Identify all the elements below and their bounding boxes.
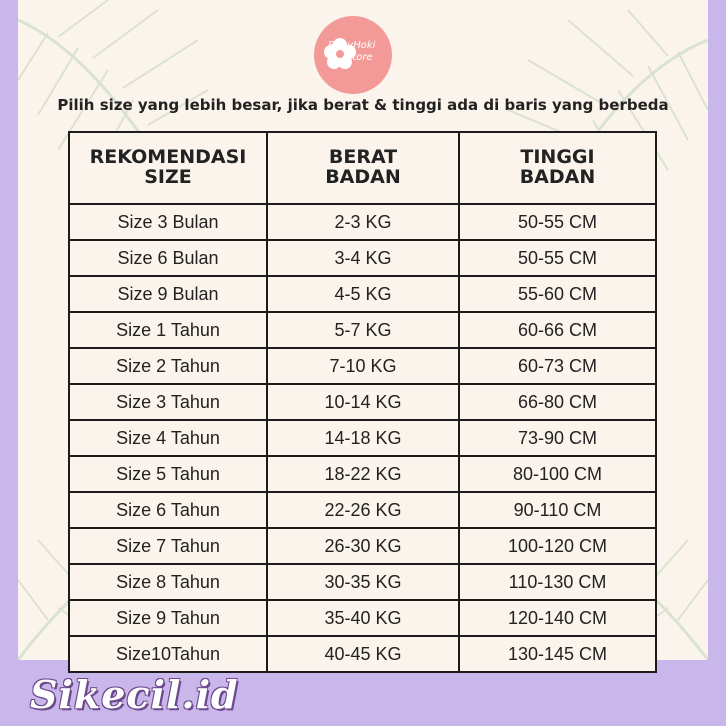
logo-line-1: BabyHoki — [328, 40, 376, 51]
weight-cell: 40-45 KG — [267, 636, 459, 672]
height-cell: 130-145 CM — [459, 636, 656, 672]
store-logo — [314, 16, 392, 94]
weight-cell: 14-18 KG — [267, 420, 459, 456]
table-row — [69, 564, 656, 600]
weight-cell: 35-40 KG — [267, 600, 459, 636]
size-cell: Size 7 Tahun — [69, 528, 267, 564]
size-cell: Size 5 Tahun — [69, 456, 267, 492]
size-cell: Size 6 Tahun — [69, 492, 267, 528]
size-instruction-headline: Pilih size yang lebih besar, jika berat & tinggi ada di baris yang berbeda — [57, 96, 669, 114]
header-weight-line-2: BADAN — [325, 166, 401, 188]
height-cell: 50-55 CM — [459, 240, 656, 276]
header-weight — [267, 132, 459, 204]
height-cell: 50-55 CM — [459, 204, 656, 240]
height-cell: 73-90 CM — [459, 420, 656, 456]
table-row — [69, 348, 656, 384]
header-height-line-2: BADAN — [519, 166, 596, 188]
header-size-line-2: SIZE — [144, 166, 192, 188]
table-row — [69, 312, 656, 348]
weight-cell: 18-22 KG — [267, 456, 459, 492]
weight-cell: 2-3 KG — [267, 204, 459, 240]
size-cell: Size10Tahun — [69, 636, 267, 672]
size-cell: Size 3 Tahun — [69, 384, 267, 420]
size-cell: Size 1 Tahun — [69, 312, 267, 348]
weight-cell: 4-5 KG — [267, 276, 459, 312]
table-row — [69, 600, 656, 636]
size-cell: Size 3 Bulan — [69, 204, 267, 240]
size-cell: Size 2 Tahun — [69, 348, 267, 384]
table-header-row — [69, 132, 656, 204]
header-size — [69, 132, 267, 204]
size-cell: Size 4 Tahun — [69, 420, 267, 456]
header-height — [459, 132, 656, 204]
logo-line-2: Store — [346, 52, 373, 63]
weight-cell: 30-35 KG — [267, 564, 459, 600]
table-row — [69, 420, 656, 456]
weight-cell: 26-30 KG — [267, 528, 459, 564]
height-cell: 55-60 CM — [459, 276, 656, 312]
weight-cell: 7-10 KG — [267, 348, 459, 384]
table-row — [69, 492, 656, 528]
height-cell: 80-100 CM — [459, 456, 656, 492]
header-size-line-1: REKOMENDASI — [89, 146, 247, 169]
height-cell: 60-73 CM — [459, 348, 656, 384]
table-row — [69, 204, 656, 240]
size-cell: Size 9 Tahun — [69, 600, 267, 636]
height-cell: 120-140 CM — [459, 600, 656, 636]
size-cell: Size 9 Bulan — [69, 276, 267, 312]
weight-cell: 3-4 KG — [267, 240, 459, 276]
table-row — [69, 636, 656, 672]
height-cell: 110-130 CM — [459, 564, 656, 600]
height-cell: 100-120 CM — [459, 528, 656, 564]
table-row — [69, 384, 656, 420]
weight-cell: 10-14 KG — [267, 384, 459, 420]
table-row — [69, 240, 656, 276]
weight-cell: 5-7 KG — [267, 312, 459, 348]
table-row — [69, 276, 656, 312]
size-chart-table — [68, 131, 657, 673]
height-cell: 90-110 CM — [459, 492, 656, 528]
weight-cell: 22-26 KG — [267, 492, 459, 528]
table-row — [69, 456, 656, 492]
height-cell: 60-66 CM — [459, 312, 656, 348]
size-cell: Size 6 Bulan — [69, 240, 267, 276]
table-row — [69, 528, 656, 564]
brand-watermark: Sikecil.id — [30, 672, 239, 717]
header-height-line-1: TINGGI — [520, 146, 595, 169]
size-cell: Size 8 Tahun — [69, 564, 267, 600]
height-cell: 66-80 CM — [459, 384, 656, 420]
logo-text — [328, 40, 388, 64]
header-weight-line-1: BERAT — [328, 146, 398, 169]
